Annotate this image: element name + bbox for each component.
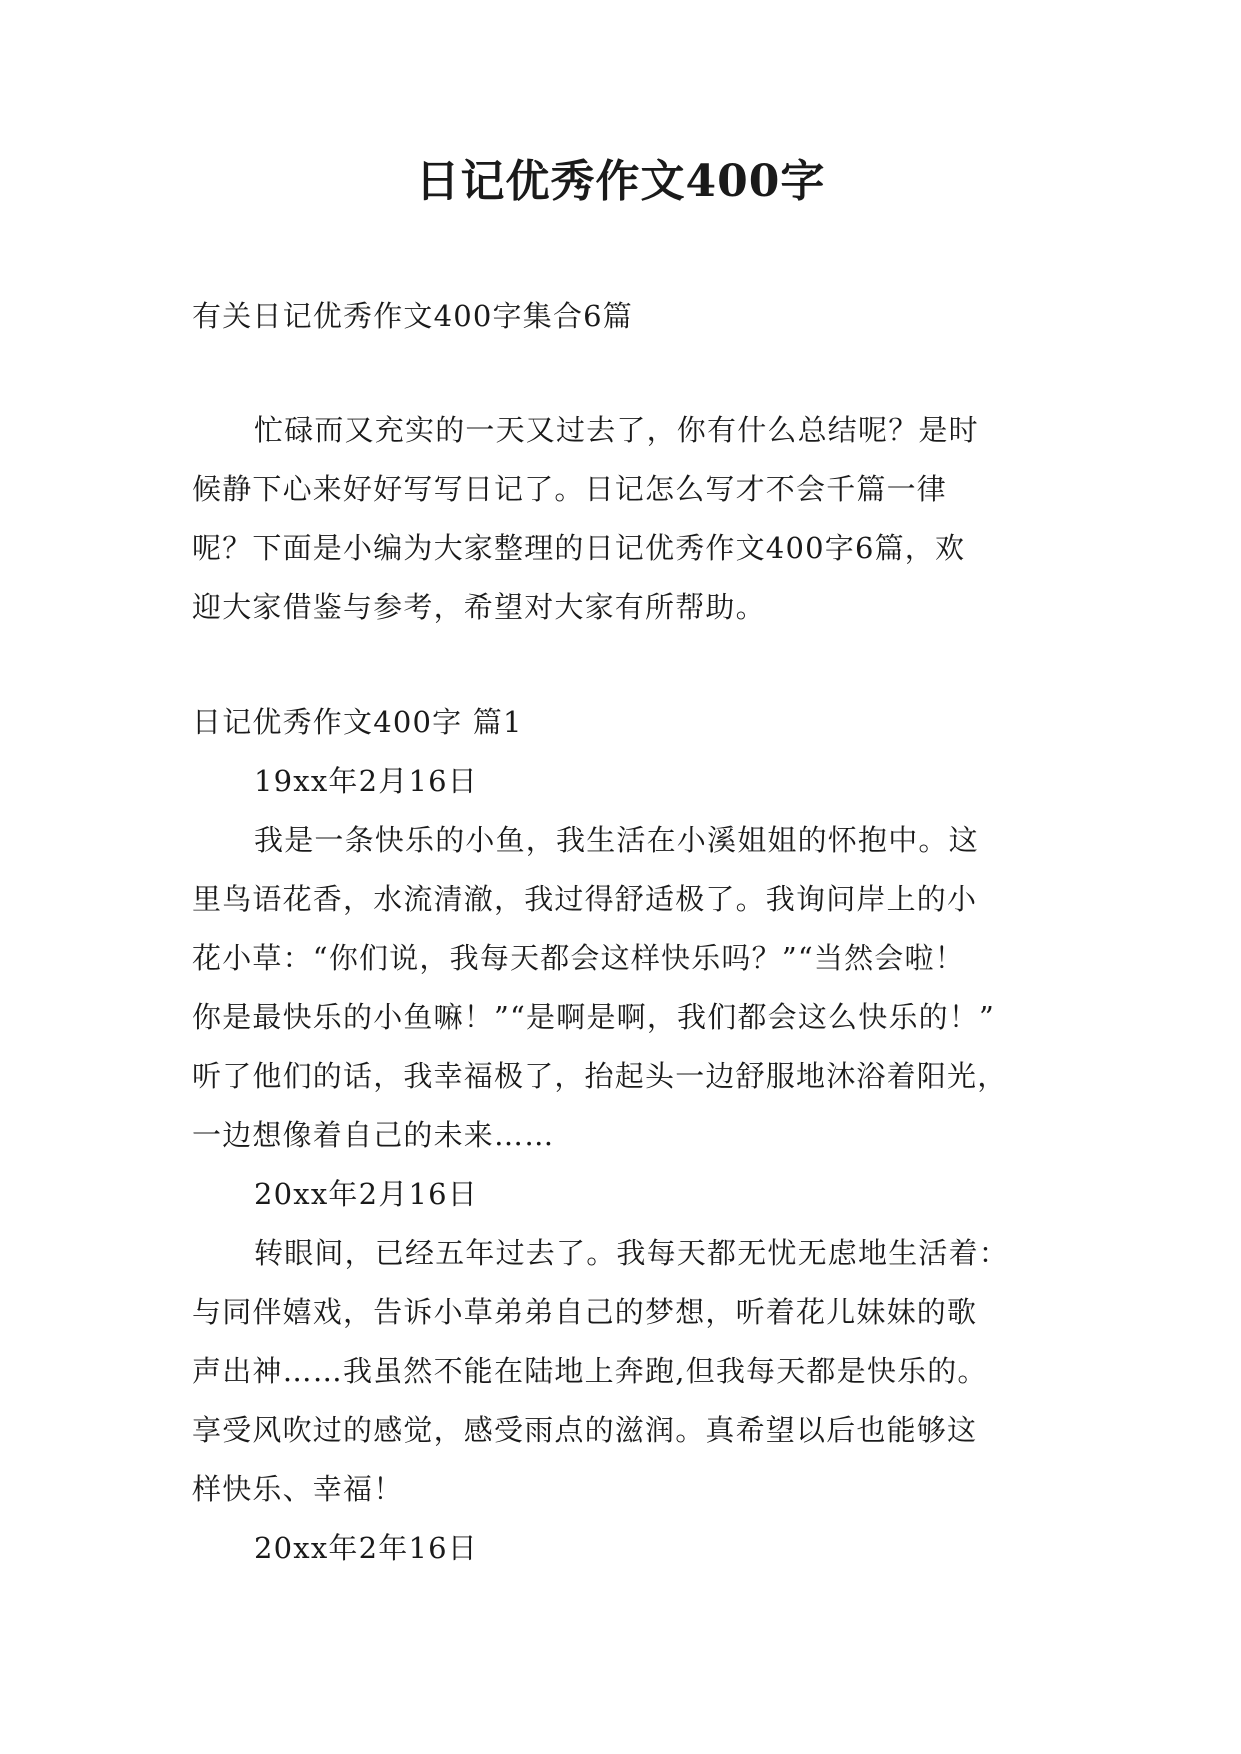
entry-date: 20xx年2月16日 (254, 1177, 478, 1211)
entry-date: 20xx年2年16日 (254, 1531, 478, 1565)
entry-line: 一边想像着自己的未来…… (192, 1118, 555, 1152)
entry-line: 样快乐、幸福！ (192, 1472, 404, 1506)
entry-line: 里鸟语花香，水流清澈，我过得舒适极了。我询问岸上的小 (192, 882, 978, 916)
entry-line: 你是最快乐的小鱼嘛！”“是啊是啊，我们都会这么快乐的！” (192, 1000, 996, 1034)
section-heading: 日记优秀作文400字 篇1 (192, 705, 523, 739)
document-subtitle: 有关日记优秀作文400字集合6篇 (192, 299, 634, 333)
intro-line: 迎大家借鉴与参考，希望对大家有所帮助。 (192, 590, 766, 624)
entry-line: 声出神……我虽然不能在陆地上奔跑,但我每天都是快乐的。 (192, 1354, 988, 1388)
entry-line: 转眼间，已经五年过去了。我每天都无忧无虑地生活着： (254, 1236, 1010, 1270)
entry-line: 享受风吹过的感觉，感受雨点的滋润。真希望以后也能够这 (192, 1413, 978, 1447)
intro-line: 呢？下面是小编为大家整理的日记优秀作文400字6篇，欢 (192, 531, 966, 565)
entry-line: 我是一条快乐的小鱼，我生活在小溪姐姐的怀抱中。这 (254, 823, 979, 857)
intro-line: 忙碌而又充实的一天又过去了，你有什么总结呢？是时 (254, 413, 979, 447)
entry-line: 花小草：“你们说，我每天都会这样快乐吗？”“当然会啦！ (192, 941, 965, 975)
document-title: 日记优秀作文400字 (415, 156, 826, 207)
entry-line: 听了他们的话，我幸福极了，抬起头一边舒服地沐浴着阳光， (192, 1059, 1008, 1093)
intro-line: 候静下心来好好写写日记了。日记怎么写才不会千篇一律 (192, 472, 948, 506)
entry-date: 19xx年2月16日 (254, 764, 478, 798)
entry-line: 与同伴嬉戏，告诉小草弟弟自己的梦想，听着花儿妹妹的歌 (192, 1295, 978, 1329)
